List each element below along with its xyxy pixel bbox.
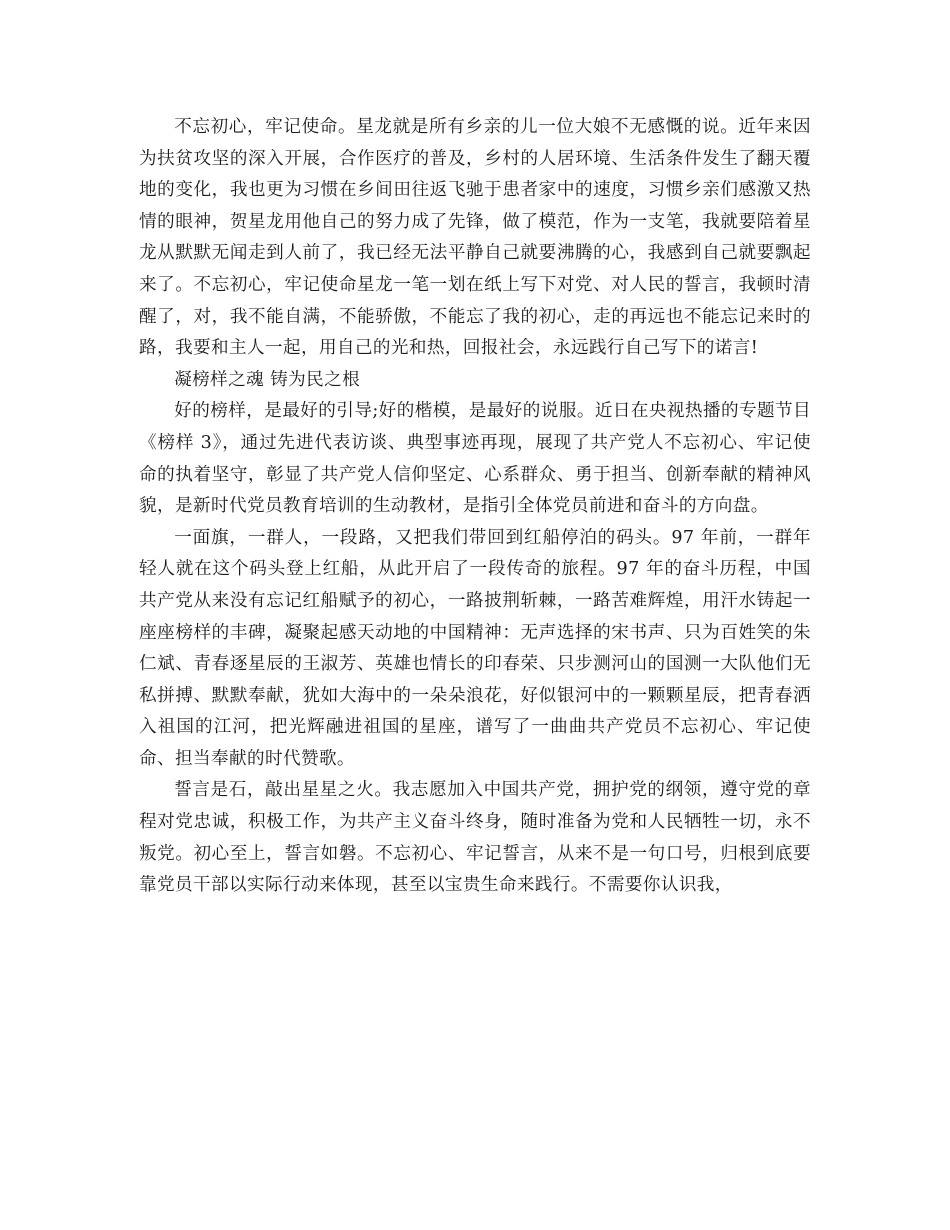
document-body xyxy=(139,112,811,902)
paragraph-oath: 誓言是石，敲出星星之火。我志愿加入中国共产党，拥护党的纲领，遵守党的章程对党忠诚，积极工作，为共产主义奋斗终身，随时准备为党和人民牺牲一切，永不叛党。初心至上，誓言如磐。不忘初心、牢记誓言，从来不是一句口号，归根到底要靠党员干部以实际行动来体现，甚至以宝贵生命来践行。不需要你认识我， xyxy=(139,780,811,896)
paragraph-mission: 不忘初心，牢记使命。星龙就是所有乡亲的儿一位大娘不无感慨的说。近年来因为扶贫攻坚的深入开展，合作医疗的普及，乡村的人居环境、生活条件发生了翻天覆地的变化，我也更为习惯在乡间田往返飞驰于患者家中的速度，习惯乡亲们感激又热情的眼神，贺星龙用他自己的努力成了先锋，做了模范，作为一支笔，我就要陪着星龙从默默无闻走到人前了，我已经无法平静自己就要沸腾的心，我感到自己就要飘起来了。不忘初心，牢记使命星龙一笔一划在纸上写下对党、对人民的誓言，我顿时清醒了，对，我不能自满，不能骄傲，不能忘了我的初心，走的再远也不能忘记来时的路，我要和主人一起，用自己的光和热，回报社会，永远践行自己写下的诺言! xyxy=(139,117,811,359)
section-heading: 凝榜样之魂 铸为民之根 xyxy=(174,369,361,390)
paragraph-role-model: 好的榜样，是最好的引导;好的楷模，是最好的说服。近日在央视热播的专题节目《榜样 3》，通过先进代表访谈、典型事迹再现，展现了共产党人不忘初心、牢记使命的执着坚守，彰显了共产党人信仰坚定、心系群众、勇于担当、创新奉献的精神风貌，是新时代党员教育培训的生动教材，是指引全体党员前进和奋斗的方向盘。 xyxy=(139,401,811,517)
paragraph-red-boat: 一面旗，一群人，一段路，又把我们带回到红船停泊的码头。97 年前，一群年轻人就在这个码头登上红船，从此开启了一段传奇的旅程。97 年的奋斗历程，中国共产党从来没有忘记红船赋予的初心，一路披荆斩棘，一路苦难辉煌，用汗水铸起一座座榜样的丰碑，凝聚起感天动地的中国精神：无声选择的宋书声、只为百姓笑的朱仁斌、青春逐星辰的王淑芳、英雄也情长的印春荣、只步测河山的国测一大队他们无私拼搏、默默奉献，犹如大海中的一朵朵浪花，好似银河中的一颗颗星辰，把青春洒入祖国的江河，把光辉融进祖国的星座，谱写了一曲曲共产党员不忘初心、牢记使命、担当奉献的时代赞歌。 xyxy=(139,527,811,769)
